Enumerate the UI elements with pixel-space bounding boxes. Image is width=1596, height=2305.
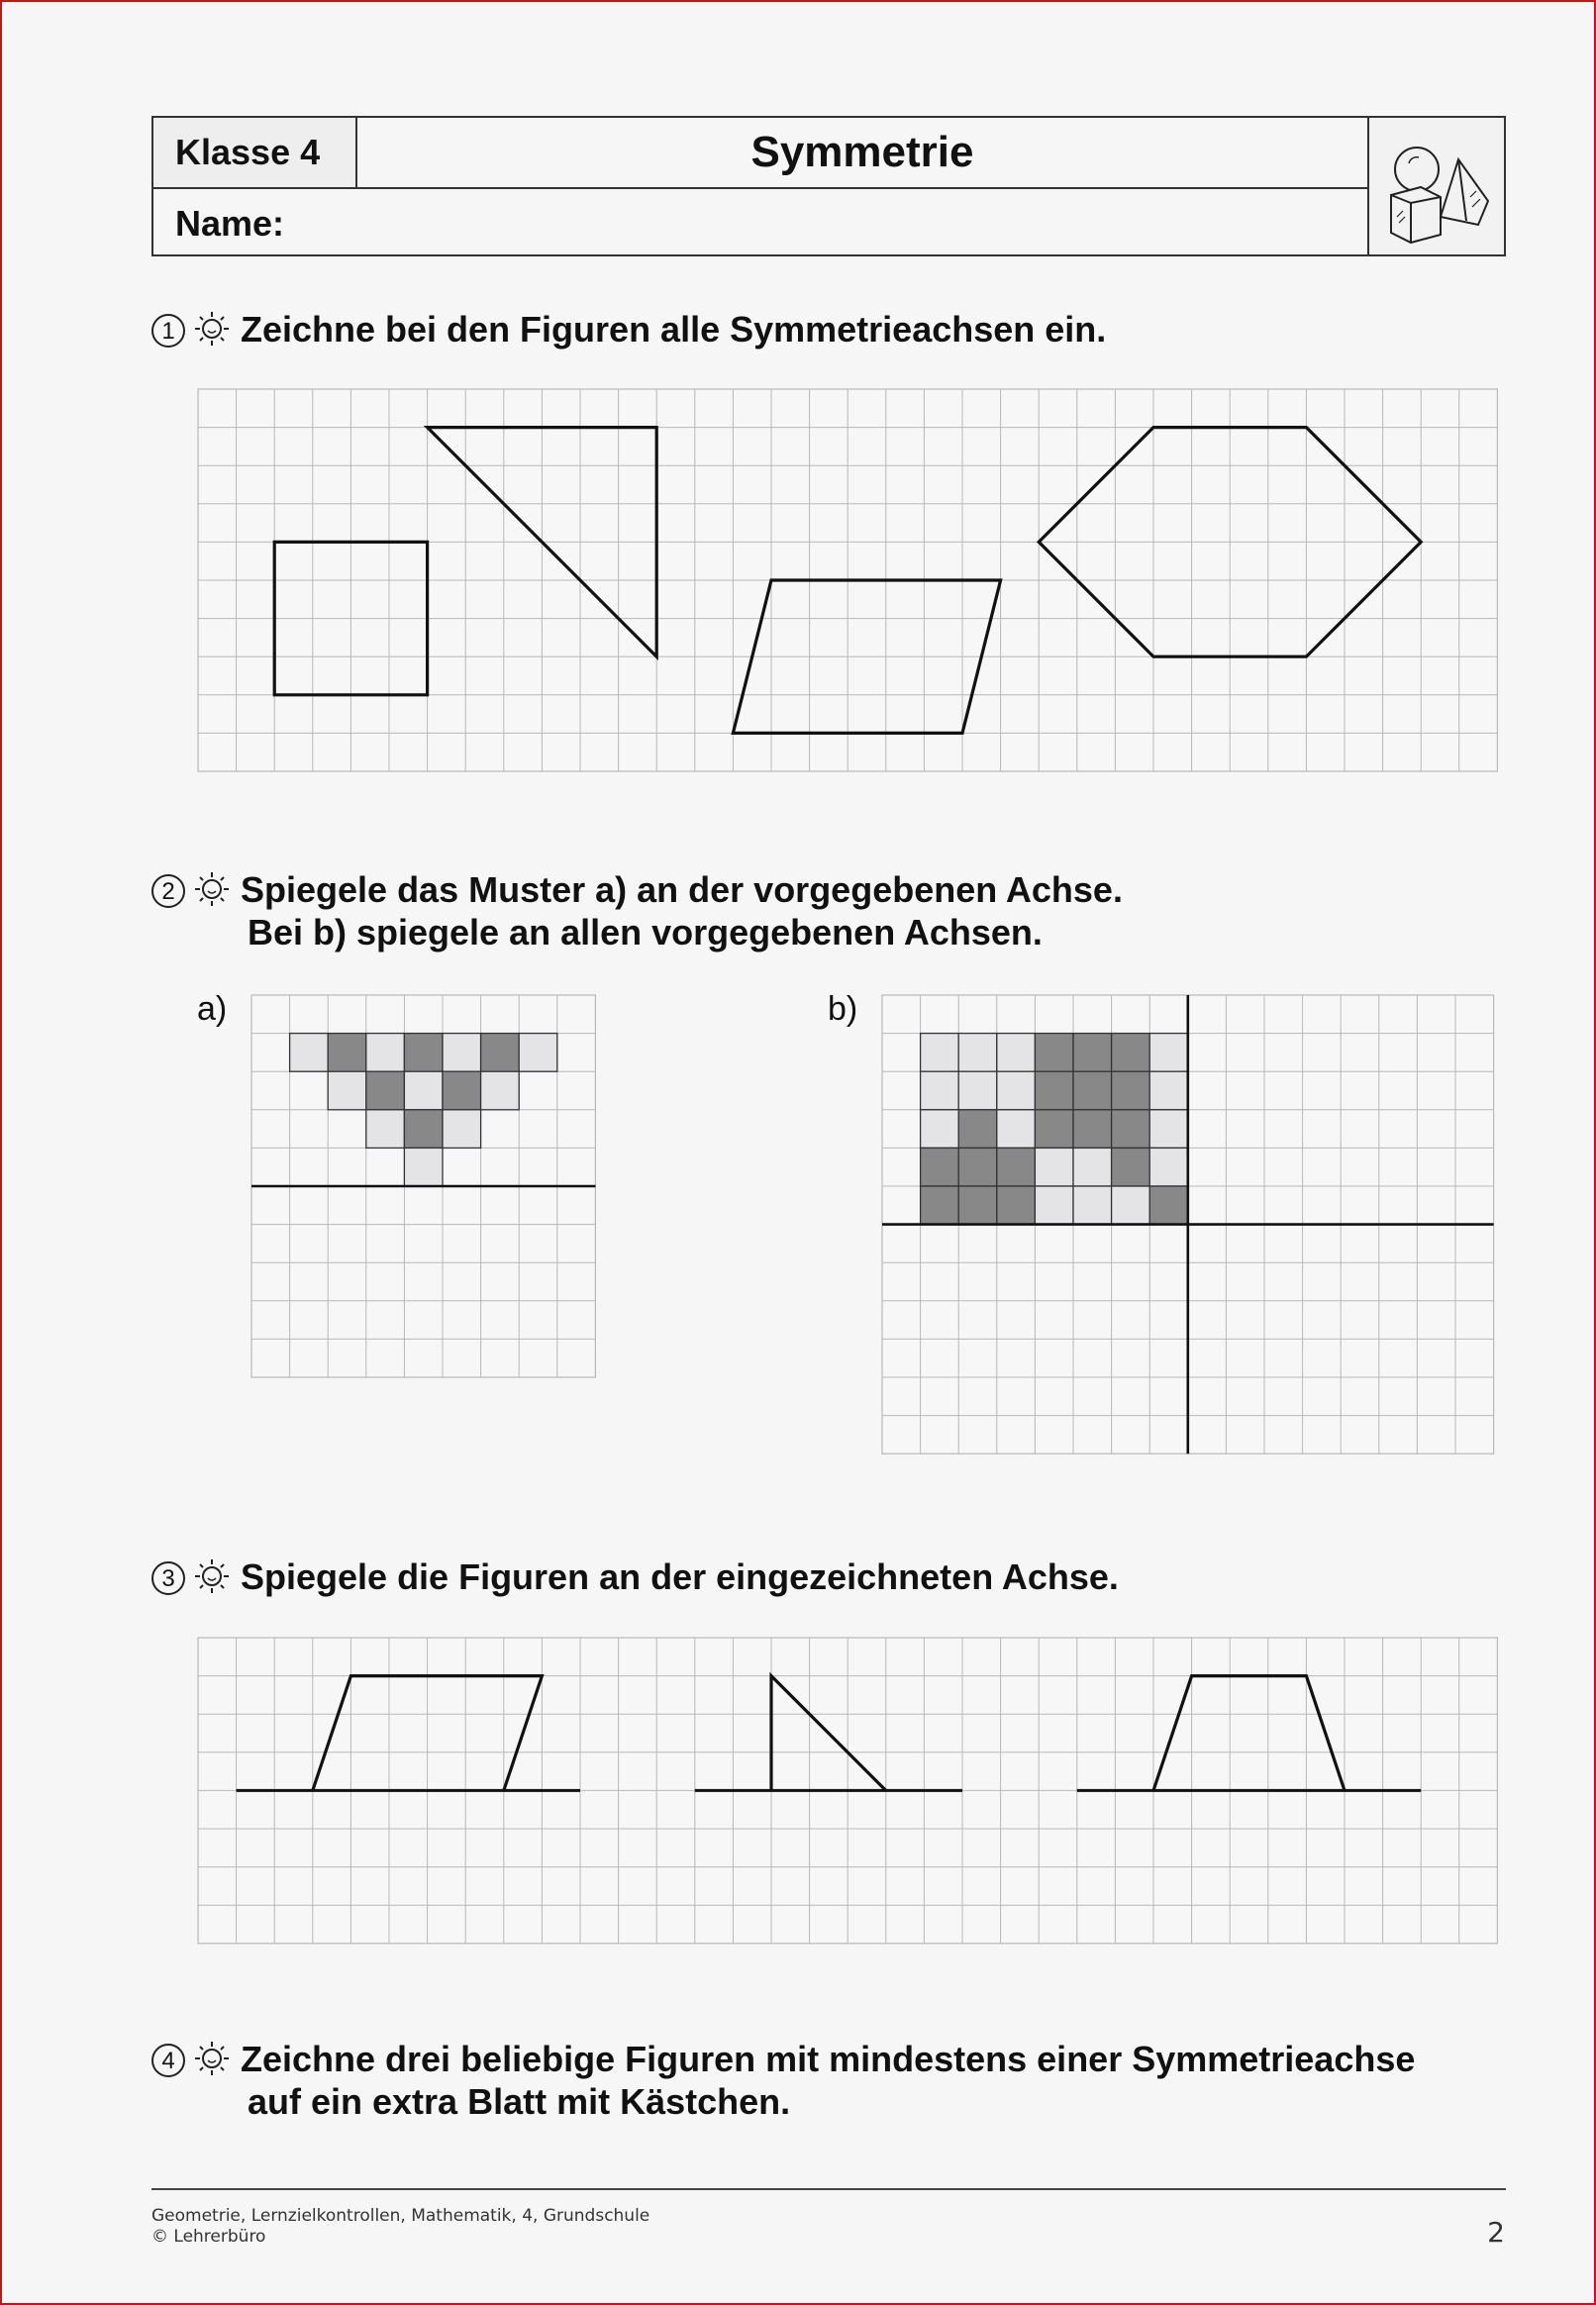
task-number: 3 [151,1561,185,1595]
task-text-line2: Bei b) spiegele an allen vorgegebenen Achsen. [248,912,1043,952]
pattern-b-cell [958,1110,997,1149]
pattern-b-cell [1035,1148,1073,1186]
class-label: Klasse 4 [153,118,357,187]
pattern-b-cell [921,1034,959,1072]
pattern-b-cell [1112,1071,1150,1110]
name-field[interactable]: Name: [153,187,1367,256]
pattern-a-cell [443,1110,481,1149]
pattern-a-cell [328,1034,366,1072]
pattern-b-cell [1073,1071,1112,1110]
pattern-b-cell [1035,1186,1073,1225]
pattern-b-cell [958,1034,997,1072]
pattern-b-cell [1073,1148,1112,1186]
pattern-b-cell [997,1186,1036,1225]
pattern-a-cell [404,1110,443,1149]
pattern-b-cell [997,1148,1036,1186]
pattern-a-cell [366,1071,405,1110]
pattern-b-cell [1073,1034,1112,1072]
pattern-a-cell [404,1148,443,1186]
footer [151,2206,649,2248]
pattern-b-cell [958,1148,997,1186]
pattern-b-cell [1035,1110,1073,1149]
task-text: Zeichne drei beliebige Figuren mit mindestens einer Symmetrieachse [241,2039,1416,2079]
pattern-b-cell [1149,1186,1188,1225]
pattern-b-cell [921,1110,959,1149]
page-number: 2 [1487,2216,1505,2249]
pattern-a-cell [443,1034,481,1072]
pattern-b-cell [1035,1034,1073,1072]
pattern-b-cell [1149,1034,1188,1072]
pattern-b-cell [997,1071,1036,1110]
pattern-a-cell [290,1034,329,1072]
pattern-b-cell [1112,1110,1150,1149]
pattern-a-cell [328,1071,366,1110]
footer-line2: © Lehrerbüro [151,2227,266,2247]
pattern-b-cell [1073,1110,1112,1149]
pattern-b-cell [958,1071,997,1110]
task-number: 2 [151,874,185,908]
pattern-b-cell [1112,1148,1150,1186]
pattern-b-cell [1149,1148,1188,1186]
pattern-b-cell [997,1110,1036,1149]
task-number: 1 [151,314,185,348]
pattern-b-cell [1073,1186,1112,1225]
sublabel-b: b) [828,990,858,1028]
pattern-b-cell [921,1071,959,1110]
pattern-b-cell [1112,1034,1150,1072]
pattern-b-cell [1112,1186,1150,1225]
pattern-a-cell [481,1071,520,1110]
task-text: Spiegele die Figuren an der eingezeichneten Achse. [241,1556,1119,1597]
pattern-a-cell [404,1071,443,1110]
task-text: Spiegele das Muster a) an der vorgegebenen Achse. [241,869,1123,910]
pattern-b-cell [921,1148,959,1186]
task-text-line2: auf ein extra Blatt mit Kästchen. [248,2081,791,2122]
pattern-b-cell [1035,1071,1073,1110]
page-title: Symmetrie [750,128,974,176]
task-number: 4 [151,2044,185,2077]
pattern-a-cell [519,1034,557,1072]
sublabel-a: a) [197,990,228,1028]
pattern-a-cell [481,1034,520,1072]
task-text: Zeichne bei den Figuren alle Symmetrieachsen ein. [241,309,1107,350]
pattern-b-cell [958,1186,997,1225]
pattern-a-cell [443,1071,481,1110]
pattern-b-cell [1149,1071,1188,1110]
pattern-a-cell [366,1110,405,1149]
pattern-b-cell [997,1034,1036,1072]
footer-divider [151,2188,1506,2190]
pattern-b-cell [1149,1110,1188,1149]
pattern-a-cell [404,1034,443,1072]
pattern-b-cell [921,1186,959,1225]
pattern-a-cell [366,1034,405,1072]
footer-line1: Geometrie, Lernzielkontrollen, Mathematik, 4, Grundschule [151,2206,650,2226]
